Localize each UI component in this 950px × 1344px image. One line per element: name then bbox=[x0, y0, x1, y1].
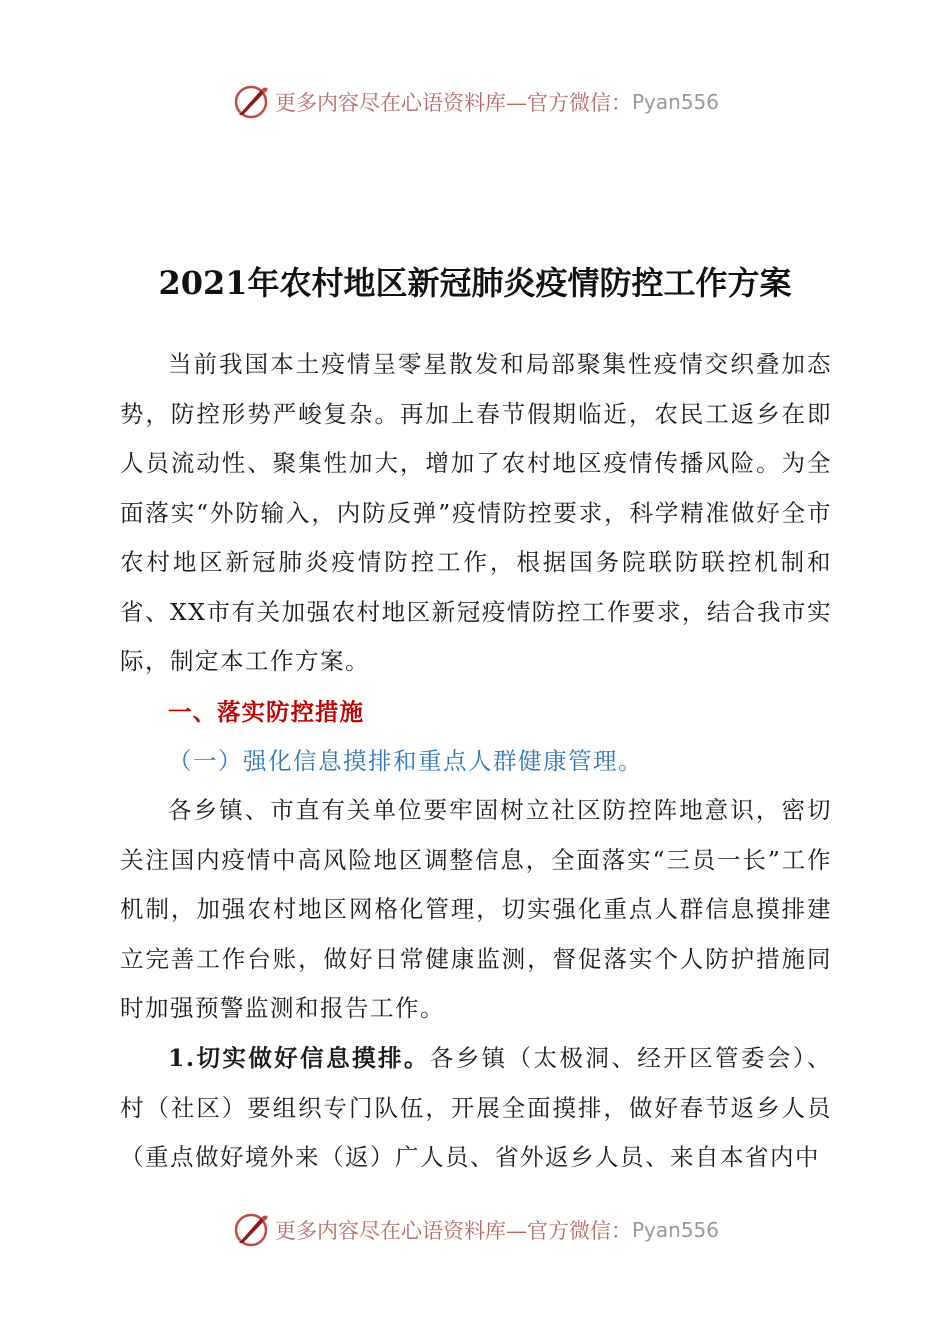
footer-banner bbox=[0, 1208, 950, 1252]
intro-paragraph: 当前我国本土疫情呈零星散发和局部聚集性疫情交织叠加态势，防控形势严峻复杂。再加上春节假期临近，农民工返乡在即人员流动性、聚集性加大，增加了农村地区疫情传播风险。为全面落实“外防输入，内防反弹”疫情防控要求，科学精准做好全市农村地区新冠肺炎疫情防控工作，根据国务院联防联控机制和省、XX市有关加强农村地区新冠疫情防控工作要求，结合我市实际，制定本工作方案。 bbox=[120, 350, 832, 675]
quill-pen-logo-icon bbox=[231, 1210, 271, 1250]
item-body: 各乡镇（太极洞、经开区管委会）、村（社区）要组织专门队伍，开展全面摸排，做好春节返乡人员（重点做好境外来（返）广人员、省外返乡人员、来自本省内中 bbox=[120, 1044, 832, 1171]
subsection-heading: （一）强化信息摸排和重点人群健康管理。 bbox=[168, 747, 643, 775]
item-lead: 1.切实做好信息摸排。 bbox=[168, 1044, 430, 1072]
item-paragraph bbox=[120, 1034, 832, 1183]
banner-text: 更多内容尽在心语资料库—官方微信： bbox=[274, 1219, 632, 1243]
document-title: 2021年农村地区新冠肺炎疫情防控工作方案 bbox=[158, 264, 792, 302]
banner-text: 更多内容尽在心语资料库—官方微信： bbox=[274, 91, 632, 115]
quill-pen-logo-icon bbox=[231, 82, 271, 122]
subsection-body-paragraph: 各乡镇、市直有关单位要牢固树立社区防控阵地意识，密切关注国内疫情中高风险地区调整信息，全面落实“三员一长”工作机制，加强农村地区网格化管理，切实强化重点人群信息摸排建立完善工作台账，做好日常健康监测，督促落实个人防护措施同时加强预警监测和报告工作。 bbox=[120, 796, 832, 1022]
section-heading: 一、落实防控措施 bbox=[168, 698, 364, 726]
header-banner bbox=[0, 80, 950, 124]
banner-wechat-id: Pyan556 bbox=[631, 1218, 719, 1242]
banner-wechat-id: Pyan556 bbox=[631, 90, 719, 114]
